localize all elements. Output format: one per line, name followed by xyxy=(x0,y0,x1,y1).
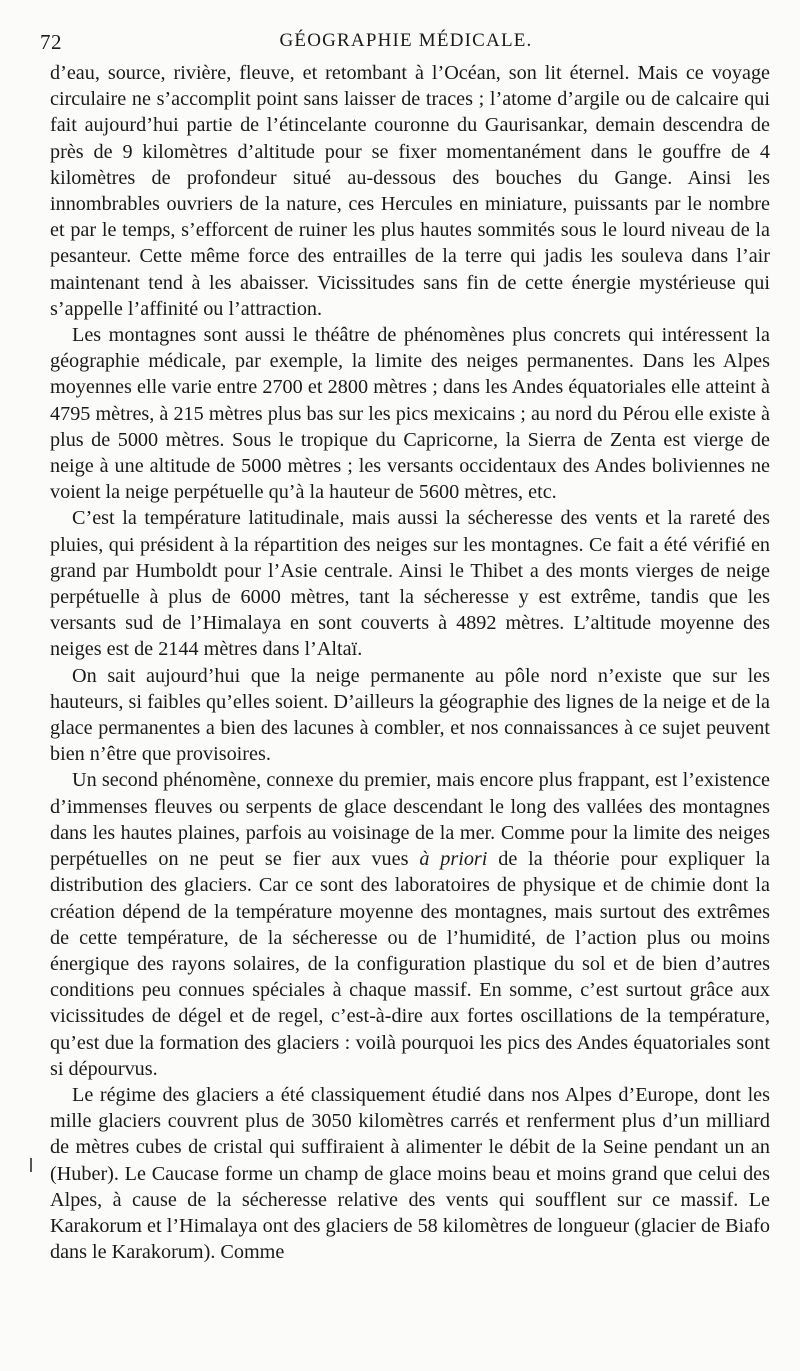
emphasis-a-priori: à priori xyxy=(419,848,488,871)
body-text xyxy=(50,60,770,1265)
page-header xyxy=(40,30,772,60)
paragraph-continuation: d’eau, source, rivière, fleuve, et retombant à l’Océan, son lit éternel. Mais ce voyage circulaire ne s’accomplit point sans laisser de traces ; l’atome d’argile ou de calcaire qui fait aujourd’hui partie de l’étincelante couronne du Gaurisankar, demain descendra de près de 9 kilomètres d’altitude pour se fixer momentanément dans le gouffre de 4 kilomètres de profondeur situé au-dessous des bouches du Gange. Ainsi les innombrables ouvriers de la nature, ces Hercules en miniature, puissants par le nombre et par le temps, s’efforcent de ruiner les plus hautes sommités sous le lourd niveau de la pesanteur. Cette même force des entrailles de la terre qui jadis les souleva dans l’air maintenant tend à les abaisser. Vicissitudes sans fin de cette énergie mystérieuse qui s’appelle l’affinité ou l’attraction. xyxy=(50,62,770,320)
paragraph-glaciers-part-2: de la théorie pour expliquer la distribution des glaciers. Car ce sont des laboratoires de physique et de chimie dont la création dépend de la température moyenne des montagnes, mais surtout des extrêmes de cette température, de la sécheresse ou de l’humidité, de l’action plus ou moins énergique des rayons solaires, de la configuration plastique du sol et de bien d’autres conditions peu connues spéciales à chaque massif. En somme, c’est surtout grâce aux vicissitudes de dégel et de regel, c’est-à-dire aux fortes oscillations de la température, qu’est due la formation des glaciers : voilà pourquoi les pics des Andes équatoriales sont si dépourvus. xyxy=(50,848,770,1080)
running-title: GÉOGRAPHIE MÉDICALE. xyxy=(279,30,533,51)
paragraph-snow-limits: Les montagnes sont aussi le théâtre de phénomènes plus concrets qui intéressent la géographie médicale, par exemple, la limite des neiges permanentes. Dans les Alpes moyennes elle varie entre 2700 et 2800 mètres ; dans les Andes équatoriales elle atteint à 4795 mètres, à 215 mètres plus bas sur les pics mexicains ; au nord du Pérou elle existe à plus de 5000 mètres. Sous le tropique du Capricorne, la Sierra de Zenta est vierge de neige à une altitude de 5000 mètres ; les versants occidentaux des Andes boliviennes ne voient la neige perpétuelle qu’à la hauteur de 5600 mètres, etc. xyxy=(50,324,770,504)
margin-mark xyxy=(30,1158,32,1172)
paragraph-temperature: C’est la température latitudinale, mais aussi la sécheresse des vents et la rareté des pluies, qui président à la répartition des neiges sur les montagnes. Ce fait a été vérifié en grand par Humboldt pour l’Asie centrale. Ainsi le Thibet a des monts vierges de neige perpétuelle à plus de 6000 mètres, tant la sécheresse y est extrême, tandis que les versants sud de l’Himalaya en sont couverts à 4892 mètres. L’altitude moyenne des neiges est de 2144 mètres dans l’Altaï. xyxy=(50,507,770,661)
page-number: 72 xyxy=(40,30,62,54)
paragraph-glaciers xyxy=(50,767,770,1081)
paragraph-glacier-regime: Le régime des glaciers a été classiquement étudié dans nos Alpes d’Europe, dont les mille glaciers couvrent plus de 3050 kilomètres carrés et renferment plus d’un milliard de mètres cubes de cristal qui suffiraient à alimenter le débit de la Seine pendant un an (Huber). Le Caucase forme un champ de glace moins beau et moins grand que celui des Alpes, à cause de la sécheresse relative des vents qui soufflent sur ce massif. Le Karakorum et l’Himalaya ont des glaciers de 58 kilomètres de longueur (glacier de Biafo dans le Karakorum). Comme xyxy=(50,1083,770,1264)
paragraph-north-pole: On sait aujourd’hui que la neige permanente au pôle nord n’existe que sur les hauteurs, si faibles qu’elles soient. D’ailleurs la géographie des lignes de la neige et de la glace permanentes a bien des lacunes à combler, et nos connaissances à ce sujet peuvent bien n’être que provisoires. xyxy=(50,664,770,766)
paragraph-glaciers-part-1: Un second phénomène, connexe du premier, mais encore plus frappant, est l’existence d’immenses fleuves ou serpents de glace descendant le long des vallées des montagnes dans les hautes plaines, parfois au voisinage de la mer. Comme pour la limite des neiges perpétuelles on ne peut se fier aux vues xyxy=(50,769,770,871)
